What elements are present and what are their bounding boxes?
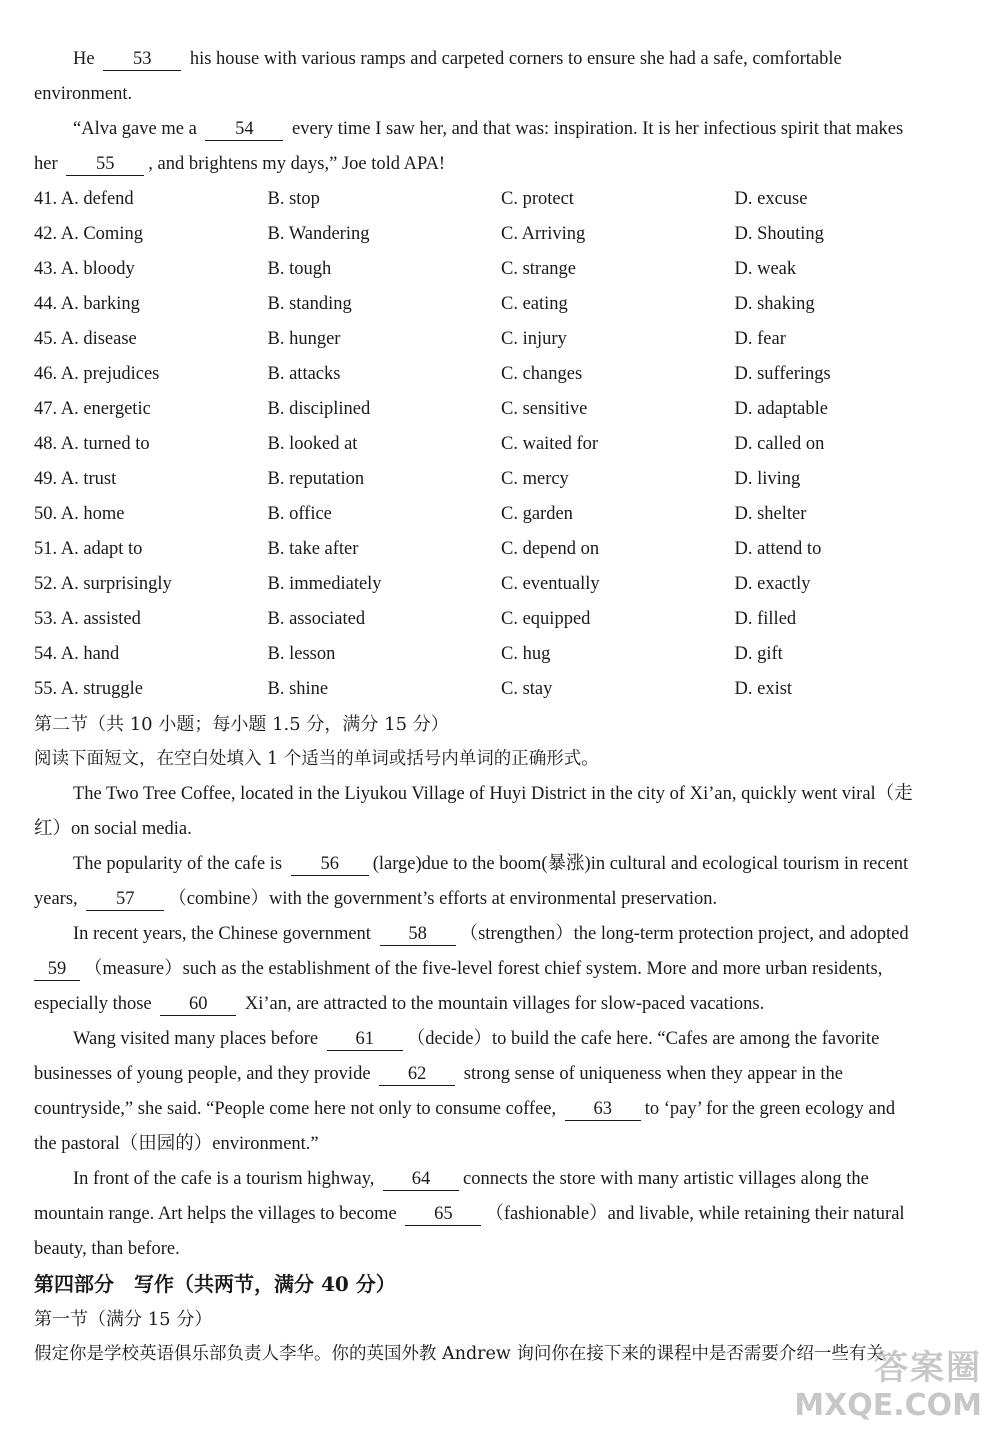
option-c: C. stay <box>501 679 553 699</box>
answer-blank-56: 56 <box>291 853 369 876</box>
passage-line <box>34 1092 968 1127</box>
passage-line: beauty, than before. <box>34 1239 180 1259</box>
answer-blank-61: 61 <box>327 1028 403 1051</box>
option-c: C. equipped <box>501 609 591 629</box>
options-table <box>34 182 968 707</box>
section-header: 第一节（满分 15 分） <box>34 1309 213 1330</box>
option-a: 48. A. turned to <box>34 434 150 454</box>
text: “Alva gave me a <box>73 119 202 139</box>
option-d: D. excuse <box>734 189 808 209</box>
passage-line <box>34 987 968 1022</box>
text: countryside,” she said. “People come here not only to consume coffee, <box>34 1099 561 1119</box>
option-row <box>34 322 968 357</box>
answer-blank-59: 59 <box>34 958 80 981</box>
option-row <box>34 532 968 567</box>
text: （combine）with the government’s efforts at environmental preservation. <box>168 889 718 909</box>
option-row <box>34 357 968 392</box>
text: In front of the cafe is a tourism highway, <box>73 1169 380 1189</box>
text: businesses of young people, and they provide <box>34 1064 376 1084</box>
option-row <box>34 287 968 322</box>
answer-blank-58: 58 <box>380 923 456 946</box>
option-row <box>34 672 968 707</box>
option-a: 45. A. disease <box>34 329 137 349</box>
answer-blank-62: 62 <box>379 1063 455 1086</box>
option-a: 47. A. energetic <box>34 399 151 419</box>
passage-line <box>34 847 968 882</box>
option-d: D. shelter <box>734 504 807 524</box>
passage-line: The Two Tree Coffee, located in the Liyukou Village of Huyi District in the city of Xi’an, quickly went viral（走 <box>73 784 913 804</box>
option-a: 51. A. adapt to <box>34 539 143 559</box>
watermark-text: 答案圈 <box>874 1348 982 1388</box>
text: her <box>34 154 63 174</box>
passage-line: 红）on social media. <box>34 819 192 839</box>
option-d: D. fear <box>734 329 786 349</box>
exam-page <box>34 42 968 1372</box>
option-b: B. attacks <box>267 364 341 384</box>
option-b: B. Wandering <box>267 224 370 244</box>
passage-line <box>34 1022 968 1057</box>
option-b: B. office <box>267 504 332 524</box>
option-b: B. disciplined <box>267 399 371 419</box>
option-a: 54. A. hand <box>34 644 120 664</box>
option-a: 55. A. struggle <box>34 679 143 699</box>
option-row <box>34 427 968 462</box>
option-c: C. changes <box>501 364 583 384</box>
option-c: C. mercy <box>501 469 569 489</box>
answer-blank-65: 65 <box>405 1203 481 1226</box>
option-a: 46. A. prejudices <box>34 364 160 384</box>
option-b: B. hunger <box>267 329 341 349</box>
option-d: D. Shouting <box>734 224 824 244</box>
watermark-url: MXQE.COM <box>794 1388 982 1423</box>
section-instruction: 阅读下面短文，在空白处填入 1 个适当的单词或括号内单词的正确形式。 <box>34 749 599 769</box>
option-b: B. immediately <box>267 574 382 594</box>
option-c: C. waited for <box>501 434 599 454</box>
option-c: C. garden <box>501 504 573 524</box>
answer-blank-53: 53 <box>103 48 181 71</box>
text: his house with various ramps and carpeted corners to ensure she had a safe, comfortable <box>185 49 842 69</box>
text: （decide）to build the cafe here. “Cafes are among the favorite <box>406 1029 880 1049</box>
option-row <box>34 602 968 637</box>
text: connects the store with many artistic villages along the <box>463 1169 869 1189</box>
text: to ‘pay’ for the green ecology and <box>644 1099 896 1119</box>
option-b: B. standing <box>267 294 352 314</box>
option-c: C. depend on <box>501 539 600 559</box>
passage-line <box>34 1057 968 1092</box>
option-a: 44. A. barking <box>34 294 140 314</box>
option-a: 43. A. bloody <box>34 259 135 279</box>
text: Wang visited many places before <box>73 1029 323 1049</box>
option-a: 52. A. surprisingly <box>34 574 172 594</box>
answer-blank-64: 64 <box>383 1168 459 1191</box>
option-row <box>34 637 968 672</box>
option-d: D. exactly <box>734 574 811 594</box>
text: Xi’an, are attracted to the mountain villages for slow-paced vacations. <box>240 994 765 1014</box>
option-d: D. sufferings <box>734 364 831 384</box>
text: years, <box>34 889 83 909</box>
option-b: B. associated <box>267 609 366 629</box>
option-c: C. sensitive <box>501 399 588 419</box>
writing-prompt: 假定你是学校英语俱乐部负责人李华。你的英国外教 Andrew 询问你在接下来的课程中是否需要介绍一些有关 <box>34 1344 884 1364</box>
option-row <box>34 497 968 532</box>
text: every time I saw her, and that was: inspiration. It is her infectious spirit that makes <box>287 119 904 139</box>
text: （strengthen）the long-term protection project, and adopted <box>459 924 909 944</box>
option-row <box>34 217 968 252</box>
cloze-line <box>34 147 968 182</box>
option-c: C. protect <box>501 189 574 209</box>
option-c: C. hug <box>501 644 551 664</box>
text: The popularity of the cafe is <box>73 854 287 874</box>
passage-line <box>34 1162 968 1197</box>
text: , and brightens my days,” Joe told APA! <box>148 154 446 174</box>
option-d: D. exist <box>734 679 793 699</box>
option-row <box>34 392 968 427</box>
text: especially those <box>34 994 157 1014</box>
passage-line <box>34 952 968 987</box>
cloze-line: environment. <box>34 84 133 104</box>
option-a: 41. A. defend <box>34 189 134 209</box>
option-d: D. filled <box>734 609 797 629</box>
answer-blank-57: 57 <box>86 888 164 911</box>
watermark-logo <box>772 1340 982 1430</box>
option-row <box>34 462 968 497</box>
passage-line <box>34 882 968 917</box>
passage-line <box>34 917 968 952</box>
text: （fashionable）and livable, while retaining their natural <box>485 1204 905 1224</box>
text: (large)due to the boom(暴涨)in cultural and ecological tourism in recent <box>372 854 909 874</box>
option-b: B. lesson <box>267 644 336 664</box>
option-row <box>34 252 968 287</box>
option-d: D. weak <box>734 259 797 279</box>
cloze-line <box>34 112 968 147</box>
option-b: B. stop <box>267 189 320 209</box>
cloze-line <box>34 42 968 77</box>
text: （measure）such as the establishment of the five-level forest chief system. More and more urban residents, <box>84 959 883 979</box>
answer-blank-55: 55 <box>66 153 144 176</box>
option-d: D. gift <box>734 644 783 664</box>
option-c: C. injury <box>501 329 567 349</box>
option-row <box>34 567 968 602</box>
answer-blank-60: 60 <box>160 993 236 1016</box>
answer-blank-54: 54 <box>205 118 283 141</box>
option-d: D. adaptable <box>734 399 828 419</box>
text: strong sense of uniqueness when they appear in the <box>459 1064 843 1084</box>
option-c: C. eating <box>501 294 568 314</box>
part-title: 第四部分 写作（共两节，满分 40 分） <box>34 1272 396 1296</box>
option-b: B. tough <box>267 259 332 279</box>
option-a: 53. A. assisted <box>34 609 141 629</box>
option-a: 42. A. Coming <box>34 224 143 244</box>
option-a: 50. A. home <box>34 504 125 524</box>
passage-line <box>34 1197 968 1232</box>
option-d: D. living <box>734 469 801 489</box>
option-row <box>34 182 968 217</box>
option-c: C. Arriving <box>501 224 586 244</box>
option-c: C. strange <box>501 259 577 279</box>
option-b: B. looked at <box>267 434 358 454</box>
option-d: D. attend to <box>734 539 822 559</box>
option-c: C. eventually <box>501 574 600 594</box>
option-b: B. reputation <box>267 469 365 489</box>
section-header: 第二节（共 10 小题；每小题 1.5 分，满分 15 分） <box>34 714 449 735</box>
option-a: 49. A. trust <box>34 469 117 489</box>
option-d: D. shaking <box>734 294 815 314</box>
passage-line: the pastoral（田园的）environment.” <box>34 1134 319 1154</box>
text: mountain range. Art helps the villages to become <box>34 1204 402 1224</box>
option-d: D. called on <box>734 434 825 454</box>
option-b: B. take after <box>267 539 359 559</box>
text: In recent years, the Chinese government <box>73 924 376 944</box>
option-b: B. shine <box>267 679 329 699</box>
answer-blank-63: 63 <box>565 1098 641 1121</box>
text: He <box>73 49 100 69</box>
